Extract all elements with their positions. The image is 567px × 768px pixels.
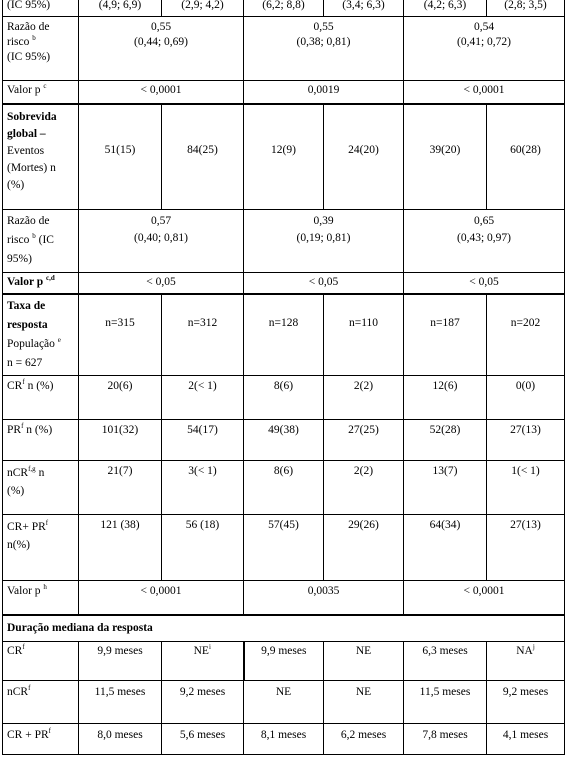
cell: 5,6 meses: [162, 724, 244, 755]
cell: 84(25): [162, 104, 244, 210]
cell: 64(34): [404, 515, 487, 581]
label-line: Razão de: [7, 21, 50, 33]
cell: (6,2; 8,8): [244, 0, 324, 17]
cell: 11,5 meses: [404, 681, 487, 724]
row-razao-risco-2: [3, 210, 565, 273]
cell: 29(26): [324, 515, 404, 581]
cell: NE: [244, 681, 324, 724]
cell: 27(13): [487, 515, 565, 581]
row-label: Valor p $^h$: [3, 581, 79, 616]
section-header: Duração mediana da resposta: [3, 615, 565, 642]
row-cr-duracao: [3, 642, 565, 681]
cell: 51(15): [79, 104, 162, 210]
cell: 11,5 meses: [79, 681, 162, 724]
row-label: Sobrevida global – Eventos (Mortes) n (%): [3, 104, 79, 210]
row-taxa-resposta: [3, 294, 565, 376]
cell: n=312: [162, 294, 244, 376]
group-3-value: < 0,0001: [404, 81, 565, 105]
cell: 3(< 1): [162, 461, 244, 515]
cell: 60(28): [487, 104, 565, 210]
row-label: nCR$^{f,g}$ n (%): [3, 461, 79, 515]
row-sobrevida-global: [3, 104, 565, 210]
cell: 6,3 meses: [404, 642, 487, 681]
cell: 27(13): [487, 420, 565, 461]
row-cr-pr: [3, 515, 565, 581]
cell: 9,9 meses: [79, 642, 162, 681]
cell: 21(7): [79, 461, 162, 515]
cell: n=128: [244, 294, 324, 376]
cell: 27(25): [324, 420, 404, 461]
label-line: (IC 95%): [7, 51, 51, 63]
row-label: Razão de risco $^b$ (IC 95%): [3, 210, 79, 273]
cell: 12(6): [404, 376, 487, 420]
cell: n=202: [487, 294, 565, 376]
cell: $NE^i$: [162, 642, 244, 681]
group-1-value: < 0,0001: [79, 581, 244, 616]
cell: 2(2): [324, 376, 404, 420]
row-valor-p-2: [3, 273, 565, 295]
row-label: $CR^f$: [3, 642, 79, 681]
row-valor-p-3: [3, 581, 565, 616]
row-valor-p-1: [3, 81, 565, 105]
cell: 7,8 meses: [404, 724, 487, 755]
cell: 39(20): [404, 104, 487, 210]
cell: 9,9 meses: [244, 642, 324, 681]
group-1-value: < 0,0001: [79, 81, 244, 105]
group-3-value: 0,54 (0,41; 0,72): [404, 17, 565, 81]
cell: (2,9; 4,2): [162, 0, 244, 17]
cell: 0(0): [487, 376, 565, 420]
cell: NE: [324, 681, 404, 724]
group-1-value: 0,55 (0,44; 0,69): [79, 17, 244, 81]
group-2-value: 0,39 (0,19; 0,81): [244, 210, 404, 273]
cell: 2(< 1): [162, 376, 244, 420]
cell: 24(20): [324, 104, 404, 210]
row-label: $CR^f$ n (%): [3, 376, 79, 420]
cell: (2,8; 3,5): [487, 0, 565, 17]
row-label: CR + $PR^f$: [3, 724, 79, 755]
cell: 56 (18): [162, 515, 244, 581]
cell: 6,2 meses: [324, 724, 404, 755]
cell: 9,2 meses: [487, 681, 565, 724]
label-line: risco $^b$: [7, 34, 36, 48]
row-ic-top: [3, 0, 565, 17]
group-3-value: < 0,0001: [404, 581, 565, 616]
cell: 57(45): [244, 515, 324, 581]
cell: 8,1 meses: [244, 724, 324, 755]
cell: 4,1 meses: [487, 724, 565, 755]
row-label: nCR$^f$: [3, 681, 79, 724]
cell: 8(6): [244, 376, 324, 420]
cell: NE: [324, 642, 404, 681]
cell: 8(6): [244, 461, 324, 515]
group-2-value: 0,0035: [244, 581, 404, 616]
cell: (4,2; 6,3): [404, 0, 487, 17]
cell: n=110: [324, 294, 404, 376]
row-label: Taxa de resposta População $^e$ n = 627: [3, 294, 79, 376]
row-label: Valor p $^{c,d}$: [3, 273, 79, 295]
row-razao-risco-1: [3, 17, 565, 81]
row-label: $PR^f$ n (%): [3, 420, 79, 461]
group-2-value: 0,0019: [244, 81, 404, 105]
group-1-value: < 0,05: [79, 273, 244, 295]
cell: (3,4; 6,3): [324, 0, 404, 17]
group-2-value: < 0,05: [244, 273, 404, 295]
cell: 101(32): [79, 420, 162, 461]
cell: 9,2 meses: [162, 681, 244, 724]
cell: 2(2): [324, 461, 404, 515]
row-duracao-header: [3, 615, 565, 642]
cell: 121 (38): [79, 515, 162, 581]
cell: 8,0 meses: [79, 724, 162, 755]
row-cr-pr-duracao: [3, 724, 565, 755]
row-label: Valor p $^c$: [3, 81, 79, 105]
cell: 52(28): [404, 420, 487, 461]
cell: n=315: [79, 294, 162, 376]
row-label: [3, 17, 79, 81]
cell: $NA^j$: [487, 642, 565, 681]
cell: 49(38): [244, 420, 324, 461]
cell: 1(< 1): [487, 461, 565, 515]
group-2-value: 0,55 (0,38; 0,81): [244, 17, 404, 81]
cell: (4,9; 6,9): [79, 0, 162, 17]
group-1-value: 0,57 (0,40; 0,81): [79, 210, 244, 273]
row-pr: [3, 420, 565, 461]
cell: 12(9): [244, 104, 324, 210]
cell: 13(7): [404, 461, 487, 515]
group-3-value: 0,65 (0,43; 0,97): [404, 210, 565, 273]
group-3-value: < 0,05: [404, 273, 565, 295]
cell: 20(6): [79, 376, 162, 420]
row-ncr-duracao: [3, 681, 565, 724]
row-label: $CR+ PR^f$ n(%): [3, 515, 79, 581]
cell: n=187: [404, 294, 487, 376]
results-table: [2, 0, 565, 755]
cell: 54(17): [162, 420, 244, 461]
row-label: (IC 95%): [3, 0, 79, 17]
row-cr: [3, 376, 565, 420]
row-ncr: [3, 461, 565, 515]
